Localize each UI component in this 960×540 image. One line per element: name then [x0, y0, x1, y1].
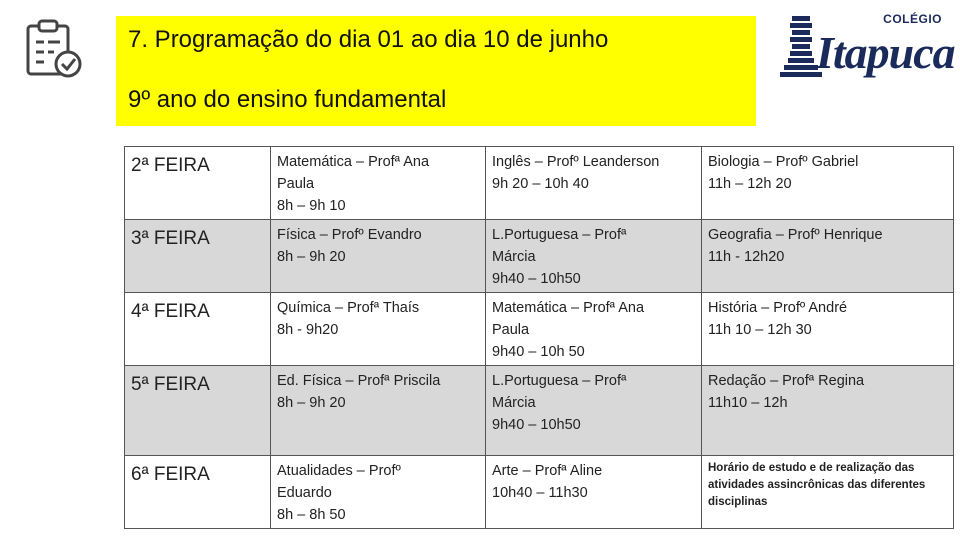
cell-line: Física – Profº Evandro — [277, 227, 422, 243]
school-logo — [776, 10, 955, 86]
cell-line: 8h – 9h 20 — [277, 249, 346, 265]
cell-line: 10h40 – 11h30 — [492, 485, 588, 501]
day-cell: 5ª FEIRA — [125, 366, 271, 456]
cell-line: 11h10 – 12h — [708, 395, 788, 411]
cell-line: L.Portuguesa – Profª — [492, 373, 627, 389]
cell-line: 9h40 – 10h 50 — [492, 344, 585, 360]
class-cell — [702, 293, 954, 366]
schedule-table — [124, 146, 954, 529]
clipboard-check-icon — [22, 16, 86, 80]
cell-line: Arte – Profª Aline — [492, 463, 603, 479]
class-cell — [702, 147, 954, 220]
class-cell — [486, 220, 702, 293]
cell-line: Eduardo — [277, 485, 332, 501]
table-row — [125, 147, 954, 220]
cell-line: 11h - 12h20 — [708, 249, 785, 265]
cell-line: 11h – 12h 20 — [708, 176, 792, 192]
day-cell: 4ª FEIRA — [125, 293, 271, 366]
cell-line: 8h – 8h 50 — [277, 507, 346, 523]
cell-line: Geografia – Profº Henrique — [708, 227, 883, 243]
cell-line: Paula — [277, 176, 315, 192]
class-cell — [271, 293, 486, 366]
table-row — [125, 220, 954, 293]
cell-line: 9h40 – 10h50 — [492, 271, 581, 287]
class-cell — [486, 456, 702, 529]
cell-line: Química – Profª Thaís — [277, 300, 420, 316]
cell-line: Márcia — [492, 249, 536, 265]
class-cell — [271, 147, 486, 220]
cell-line: Ed. Física – Profª Priscila — [277, 373, 441, 389]
cell-line: Matemática – Profª Ana — [277, 154, 430, 170]
cell-line: Paula — [492, 322, 530, 338]
day-cell: 3ª FEIRA — [125, 220, 271, 293]
page-title: 7. Programação do dia 01 ao dia 10 de junho — [128, 26, 609, 53]
cell-line: Inglês – Profº Leanderson — [492, 154, 660, 170]
cell-line: 11h 10 – 12h 30 — [708, 322, 812, 338]
page-subtitle: 9º ano do ensino fundamental — [128, 86, 447, 113]
cell-line: Horário de estudo e de realização das — [708, 462, 915, 474]
cell-line: atividades assincrônicas das diferentes — [708, 479, 926, 491]
cell-line: História – Profº André — [708, 300, 848, 316]
cell-line: 8h – 9h 10 — [277, 198, 346, 214]
logo-label: COLÉGIO — [883, 12, 942, 26]
cell-line: Redação – Profª Regina — [708, 373, 865, 389]
table-row — [125, 456, 954, 529]
class-cell — [702, 366, 954, 456]
class-cell — [486, 147, 702, 220]
class-cell — [271, 366, 486, 456]
cell-line: disciplinas — [708, 496, 768, 508]
cell-line: 8h – 9h 20 — [277, 395, 346, 411]
day-cell: 2ª FEIRA — [125, 147, 271, 220]
cell-line: Márcia — [492, 395, 536, 411]
cell-line: Matemática – Profª Ana — [492, 300, 645, 316]
class-cell — [271, 220, 486, 293]
day-cell: 6ª FEIRA — [125, 456, 271, 529]
class-cell — [271, 456, 486, 529]
header-banner — [116, 16, 756, 126]
table-row — [125, 366, 954, 456]
cell-line: Atualidades – Profº — [277, 463, 401, 479]
class-cell — [486, 293, 702, 366]
cell-line: 8h - 9h20 — [277, 322, 339, 338]
logo-name: Itapuca — [816, 27, 955, 78]
table-row — [125, 293, 954, 366]
class-cell — [702, 220, 954, 293]
cell-line: L.Portuguesa – Profª — [492, 227, 627, 243]
class-cell — [486, 366, 702, 456]
cell-line: Biologia – Profº Gabriel — [708, 154, 859, 170]
class-cell — [702, 456, 954, 529]
cell-line: 9h40 – 10h50 — [492, 417, 581, 433]
cell-line: 9h 20 – 10h 40 — [492, 176, 589, 192]
